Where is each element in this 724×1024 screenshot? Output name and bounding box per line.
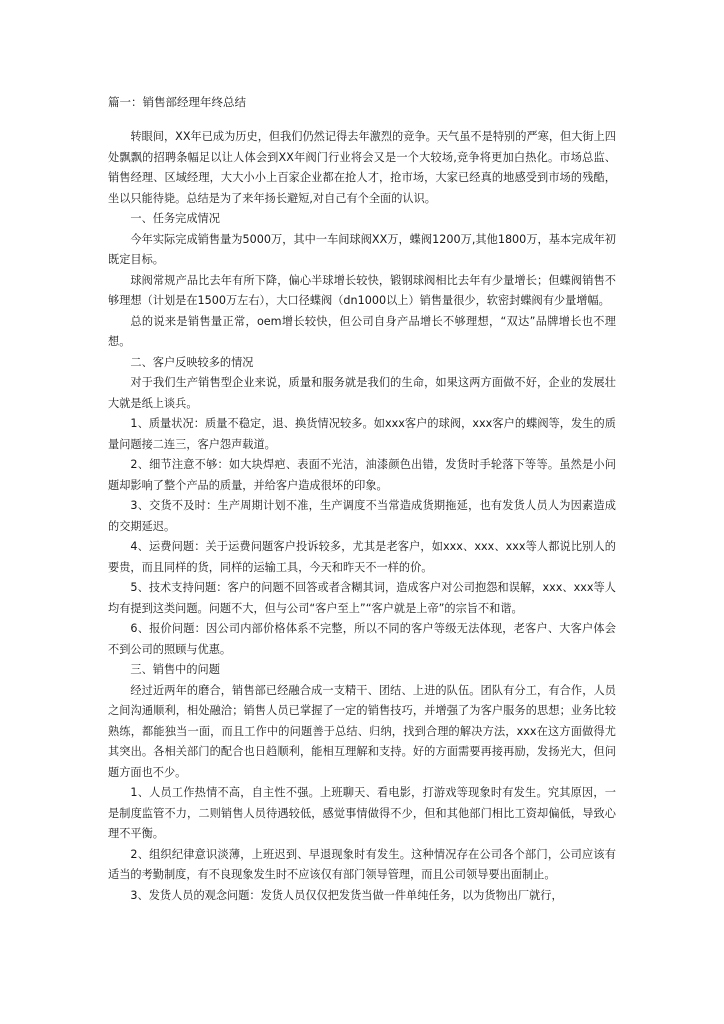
list-item: 4、运费问题：关于运费问题客户投诉较多，尤其是老客户，如xxx、xxx、xxx等人都说比别人的要贵，而且同样的货，同样的运输工具，今天和昨天不一样的价。 (108, 540, 616, 574)
section-heading-3: 三、销售中的问题 (130, 663, 220, 676)
list-item: 3、交货不及时：生产周期计划不准，生产调度不当常造成货期拖延，也有发货人员人为因素造成的交期延迟。 (108, 499, 616, 533)
list-item: 3、发货人员的观念问题：发货人员仅仅把发货当做一件单纯任务，以为货物出厂就行， (130, 888, 563, 902)
list-item: 5、技术支持问题：客户的问题不回答或者含糊其词，造成客户对公司抱怨和误解，xxx、xxx等人均有提到这类问题。问题不大，但与公司“客户至上”“客户就是上帝”的宗旨不和谐。 (108, 581, 616, 615)
list-item: 1、人员工作热情不高，自主性不强。上班聊天、看电影，打游戏等现象时有发生。究其原因，一是制度监管不力，二则销售人员待遇较低，感觉事情做得不少，但和其他部门相比工资却偏低，导致心理不平衡。 (108, 786, 616, 840)
section-heading-1: 一、任务完成情况 (130, 212, 220, 225)
paragraph: 球阀常规产品比去年有所下降，偏心半球增长较快，锻钢球阀相比去年有少量增长；但蝶阀销售不够理想（计划是在1500万左右），大口径蝶阀（dn1000以上）销售量很少，软密封蝶阀有少量增幅。 (108, 273, 616, 307)
paragraph-intro: 转眼间，XX年已成为历史，但我们仍然记得去年激烈的竞争。天气虽不是特别的严寒，但大街上四处飘飘的招聘条幅足以让人体会到XX年阀门行业将会又是一个大较场,竞争将更加白热化。市场总监、销售经理、区域经理，大大小小上百家企业都在抢人才，抢市场，大家已经真的地感受到市场的残酷，坐以只能待毙。总结是为了来年扬长避短,对自己有个全面的认识。 (108, 130, 616, 205)
section-heading-2: 二、客户反映较多的情况 (130, 355, 254, 369)
list-item: 2、细节注意不够：如大块焊疤、表面不光洁，油漆颜色出错，发货时手轮落下等等。虽然是小问题却影响了整个产品的质量，并给客户造成很坏的印象。 (108, 458, 616, 492)
document-body (108, 127, 616, 906)
paragraph: 经过近两年的磨合，销售部已经融合成一支精干、团结、上进的队伍。团队有分工，有合作，人员之间沟通顺利，相处融洽；销售人员已掌握了一定的销售技巧，并增强了为客户服务的思想；业务比较熟练，都能独当一面，而且工作中的问题善于总结、归纳，找到合理的解决方法，xxx在这方面做得尤其突出。各相关部门的配合也日趋顺利，能相互理解和支持。好的方面需要再接再励，发扬光大，但问题方面也不少。 (108, 683, 616, 779)
paragraph: 今年实际完成销售量为5000万，其中一车间球阀XX万，蝶阀1200万,其他1800万，基本完成年初既定目标。 (108, 232, 616, 266)
paragraph: 对于我们生产销售型企业来说，质量和服务就是我们的生命，如果这两方面做不好，企业的发展壮大就是纸上谈兵。 (108, 376, 616, 410)
document-title: 篇一：销售部经理年终总结 (108, 95, 246, 109)
paragraph: 总的说来是销售量正常，oem增长较快，但公司自身产品增长不够理想，“双达”品牌增长也不理想。 (108, 314, 616, 348)
list-item: 2、组织纪律意识淡薄，上班迟到、早退现象时有发生。这种情况存在公司各个部门，公司应该有适当的考勤制度，有不良现象发生时不应该仅有部门领导管理，而且公司领导要出面制止。 (108, 847, 616, 881)
list-item: 6、报价问题：因公司内部价格体系不完整，所以不同的客户等级无法体现，老客户、大客户体会不到公司的照顾与优惠。 (108, 622, 616, 656)
list-item: 1、质量状况：质量不稳定，退、换货情况较多。如xxx客户的球阀，xxx客户的蝶阀等，发生的质量问题接二连三，客户怨声载道。 (108, 417, 616, 451)
